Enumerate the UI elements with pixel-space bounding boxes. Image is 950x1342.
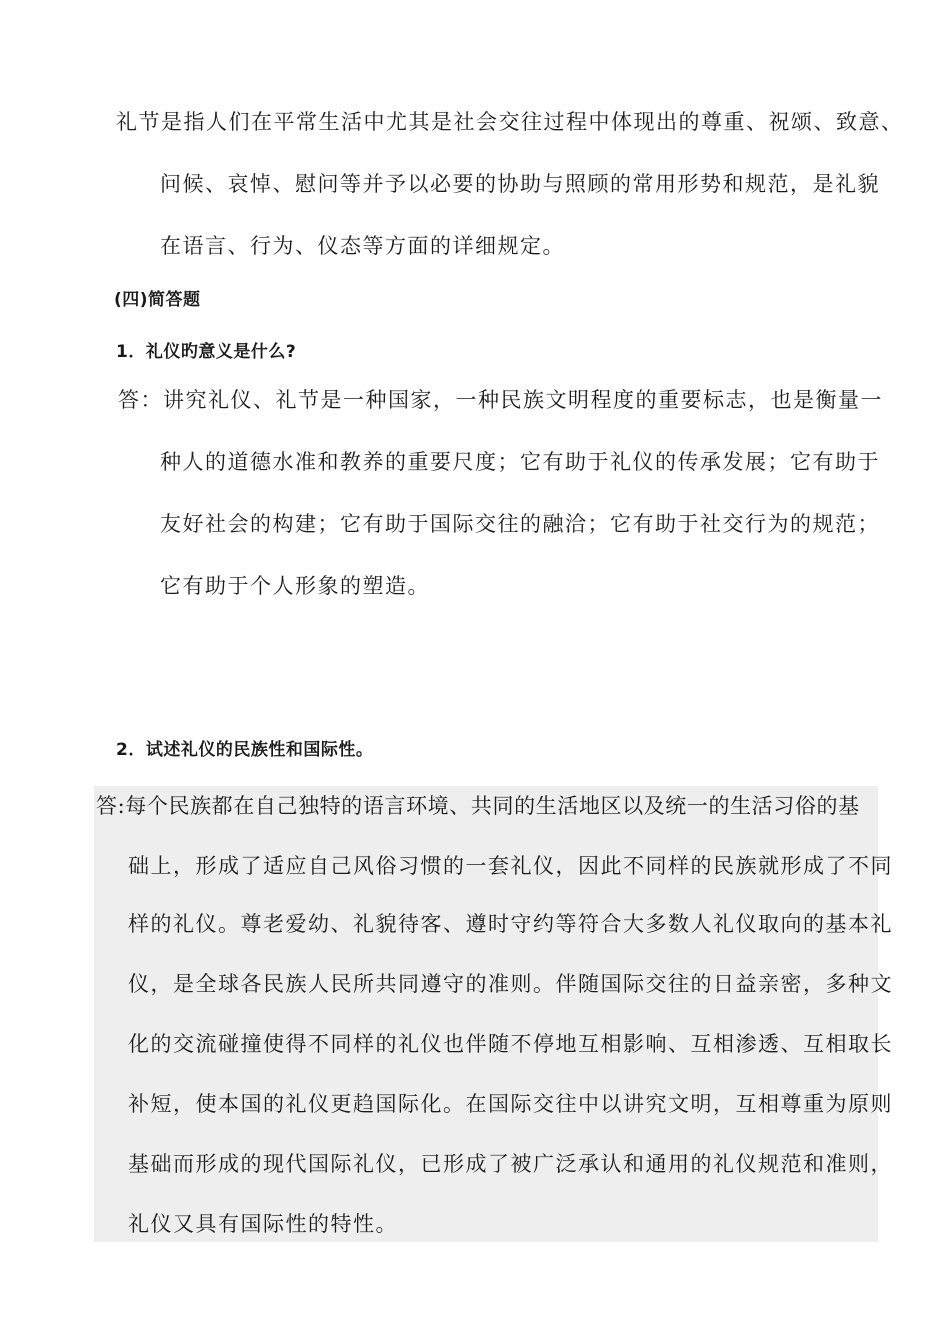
definition-line-3: 在语言、行为、仪态等方面的详细规定。 bbox=[160, 234, 565, 258]
answer-2-line-6: 补短，使本国的礼仪更趋国际化。在国际交往中以讲究文明，互相尊重为原则 bbox=[128, 1092, 893, 1116]
answer-2-line-3: 样的礼仪。尊老爱幼、礼貌待客、遵时守约等符合大多数人礼仪取向的基本礼 bbox=[128, 912, 893, 936]
answer-1-line-1: 答：讲究礼仪、礼节是一种国家，一种民族文明程度的重要标志，也是衡量一 bbox=[118, 388, 883, 412]
answer-2-line-8: 礼仪又具有国际性的特性。 bbox=[128, 1212, 398, 1236]
section-title: (四)简答题 bbox=[114, 290, 201, 310]
answer-2-line-1: 答:每个民族都在自己独特的语言环境、共同的生活地区以及统一的生活习俗的基 bbox=[96, 794, 860, 818]
definition-line-2: 问候、哀悼、慰问等并予以必要的协助与照顾的常用形势和规范，是礼貌 bbox=[160, 172, 880, 196]
answer-2-line-5: 化的交流碰撞使得不同样的礼仪也伴随不停地互相影响、互相渗透、互相取长 bbox=[128, 1032, 893, 1056]
question-1: 1．礼仪旳意义是什么? bbox=[116, 342, 297, 362]
answer-1-line-4: 它有助于个人形象的塑造。 bbox=[160, 574, 430, 598]
definition-line-1: 礼节是指人们在平常生活中尤其是社会交往过程中体现出的尊重、祝颂、致意、 bbox=[116, 110, 904, 134]
question-2: 2．试述礼仪的民族性和国际性。 bbox=[116, 740, 374, 760]
answer-1-line-3: 友好社会的构建；它有助于国际交往的融洽；它有助于社交行为的规范； bbox=[160, 512, 880, 536]
answer-1-line-2: 种人的道德水准和教养的重要尺度；它有助于礼仪的传承发展；它有助于 bbox=[160, 450, 880, 474]
answer-2-line-7: 基础而形成的现代国际礼仪，已形成了被广泛承认和通用的礼仪规范和准则， bbox=[128, 1152, 893, 1176]
answer-2-line-4: 仪，是全球各民族人民所共同遵守的准则。伴随国际交往的日益亲密，多种文 bbox=[128, 972, 893, 996]
answer-2-line-2: 础上，形成了适应自己风俗习惯的一套礼仪，因此不同样的民族就形成了不同 bbox=[128, 854, 893, 878]
